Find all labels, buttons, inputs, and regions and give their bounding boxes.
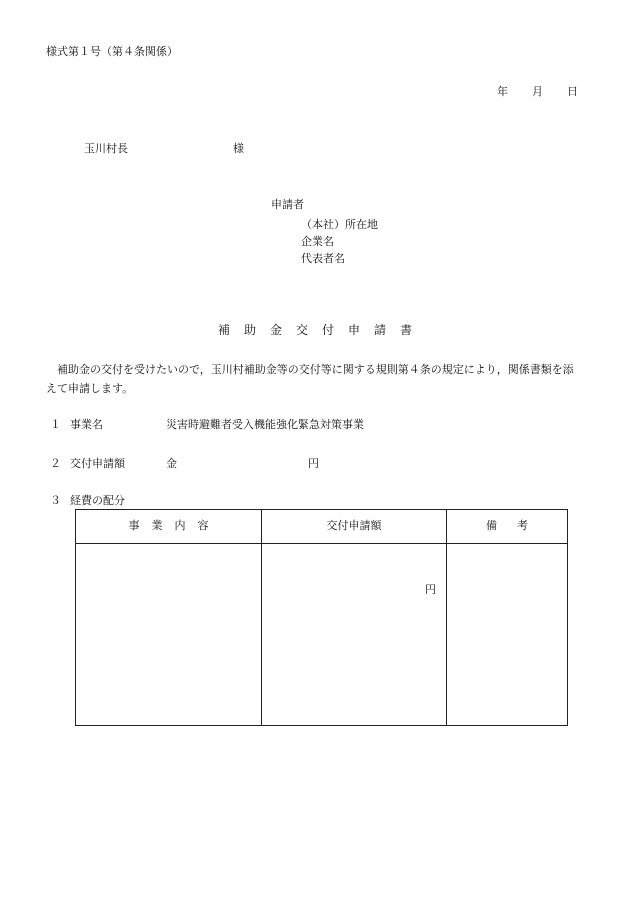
item-number: ３ [50, 494, 61, 507]
table-row [76, 544, 568, 726]
date-line [497, 85, 578, 100]
cell-amount [262, 544, 447, 726]
addressee-honorific: 様 [233, 142, 244, 155]
address-label: （本社）所在地 [301, 218, 378, 231]
item-label: 交付申請額 [70, 457, 125, 470]
applicant-label: 申請者 [271, 198, 304, 211]
date-month: 月 [532, 85, 543, 98]
addressee [84, 142, 244, 157]
cell-amount-unit: 円 [425, 583, 436, 596]
cost-allocation-table [75, 509, 568, 726]
date-day: 日 [567, 85, 578, 98]
item-number: ２ [50, 457, 61, 470]
cell-project-content [76, 544, 262, 726]
representative-label: 代表者名 [301, 252, 345, 265]
amount-unit: 円 [308, 457, 319, 470]
company-label: 企業名 [301, 235, 334, 248]
project-name-value: 災害時避難者受入機能強化緊急対策事業 [166, 418, 364, 431]
header-remarks: 備考 [447, 510, 568, 544]
document-title: 補助金交付申請書 [217, 323, 426, 337]
addressee-name: 玉川村長 [84, 142, 128, 155]
item-number: １ [50, 418, 61, 431]
header-amount: 交付申請額 [262, 510, 447, 544]
applicant-fields [301, 216, 378, 267]
form-number: 様式第１号（第４条関係） [46, 45, 178, 58]
item-cost-allocation [50, 494, 125, 509]
item-project-name [50, 418, 364, 433]
date-year: 年 [497, 85, 508, 98]
header-project-content: 事業内容 [76, 510, 262, 544]
amount-prefix: 金 [166, 457, 177, 470]
item-label: 事業名 [70, 418, 103, 431]
table-header-row [76, 510, 568, 544]
body-text: 補助金の交付を受けたいので，玉川村補助金等の交付等に関する規則第４条の規定により，関係書類を添えて申請します。 [46, 363, 574, 395]
cell-remarks [447, 544, 568, 726]
item-amount [50, 457, 319, 472]
item-label: 経費の配分 [70, 494, 125, 507]
